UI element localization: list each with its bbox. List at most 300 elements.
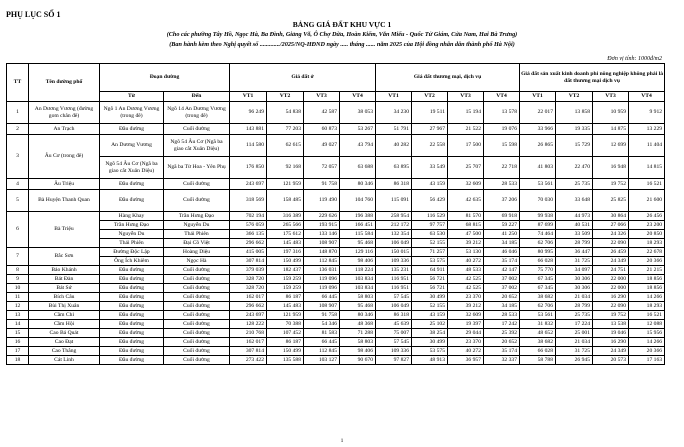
price-cell: 34 185 [484,302,520,311]
table-row [7,266,665,275]
header-vt: VT4 [629,92,665,102]
price-cell: 307 814 [230,347,267,356]
table-row [7,329,665,338]
price-cell: 14 815 [629,157,665,179]
price-cell: 46 046 [484,248,520,257]
header-vt: VT3 [448,92,484,102]
price-cell: 13 578 [484,102,520,124]
segment-from: Đầu đường [100,190,164,212]
price-cell: 62 615 [267,135,304,157]
price-cell: 62 706 [520,239,556,248]
row-number: 17 [7,347,29,356]
header-vt: VT4 [484,92,520,102]
price-cell: 143 881 [230,124,267,135]
price-cell: 12 699 [593,135,629,157]
price-cell: 108 907 [304,239,340,248]
price-cell: 10 959 [593,102,629,124]
price-cell: 103 834 [340,284,376,293]
price-cell: 197 316 [267,248,304,257]
segment-to: Cuối đường [164,190,230,212]
price-cell: 56 721 [412,275,448,284]
segment-from: Thái Phiên [100,239,164,248]
table-row [7,320,665,329]
price-cell: 80 346 [340,311,376,320]
table-row [7,356,665,365]
document-title: BẢNG GIÁ ĐẤT KHU VỰC 1 [292,20,392,29]
row-number: 11 [7,293,29,302]
street-name: Bà Triệu [29,212,100,248]
price-cell: 56 721 [412,284,448,293]
price-cell: 68 815 [448,221,484,230]
price-cell: 22 090 [593,302,629,311]
price-cell: 53 561 [520,311,556,320]
price-cell: 107 452 [267,329,304,338]
price-cell: 52 155 [412,239,448,248]
table-row [7,135,665,157]
price-cell: 54 838 [267,102,304,124]
price-cell: 19 752 [593,311,629,320]
price-cell: 70 388 [267,320,304,329]
price-cell: 86 187 [267,338,304,347]
price-cell: 229 626 [304,212,340,221]
price-cell: 116 951 [376,284,412,293]
price-cell: 13 858 [556,102,593,124]
price-cell: 30 306 [556,275,593,284]
price-cell: 25 735 [556,311,593,320]
price-cell: 81 570 [448,212,484,221]
price-cell: 21 600 [629,190,665,212]
price-cell: 26 945 [556,356,593,365]
row-number: 12 [7,302,29,311]
price-cell: 159 259 [267,275,304,284]
price-cell: 30 499 [412,293,448,302]
price-cell: 71 288 [340,329,376,338]
price-cell: 576 059 [230,221,267,230]
price-cell: 16 521 [629,311,665,320]
row-number: 18 [7,356,29,365]
price-cell: 307 814 [230,257,267,266]
price-cell: 166 451 [340,221,376,230]
header-vt: VT1 [230,92,267,102]
price-cell: 30 306 [556,284,593,293]
segment-to: Hoàng Diệu [164,248,230,257]
row-number: 15 [7,329,29,338]
segment-from: Nguyễn Du [100,230,164,239]
price-cell: 19 076 [484,124,520,135]
price-cell: 42 147 [484,266,520,275]
price-cell: 175 612 [267,230,304,239]
price-cell: 32 609 [448,311,484,320]
price-cell: 18 856 [629,275,665,284]
price-cell: 193 915 [304,221,340,230]
price-cell: 77 203 [267,124,304,135]
price-cell: 150 499 [267,347,304,356]
price-cell: 64 911 [412,266,448,275]
table-row [7,221,665,230]
price-cell: 42 525 [448,275,484,284]
segment-to: Cuối đường [164,338,230,347]
price-cell: 18 293 [629,302,665,311]
price-cell: 116 529 [412,212,448,221]
price-cell: 96 249 [230,102,267,124]
price-cell: 112 845 [304,347,340,356]
price-cell: 11 404 [629,135,665,157]
row-number: 6 [7,212,29,248]
price-cell: 32 337 [484,356,520,365]
price-cell: 48 652 [520,329,556,338]
price-cell: 38 053 [340,102,376,124]
header-vt: VT2 [556,92,593,102]
price-cell: 34 185 [484,239,520,248]
price-cell: 104 760 [340,190,376,212]
price-cell: 21 034 [556,338,593,347]
price-cell: 48 533 [448,266,484,275]
segment-to: Ngõ 54 Âu Cơ (Ngã ba giao cắt Xuân Diệu) [164,135,230,157]
price-cell: 258 954 [376,212,412,221]
price-cell: 54 346 [304,320,340,329]
price-cell: 19 397 [448,320,484,329]
header-to: Đến [164,92,230,102]
segment-from: An Dương Vương [100,135,164,157]
price-cell: 92 168 [267,157,304,179]
price-cell: 67 345 [520,275,556,284]
price-cell: 28 799 [556,239,593,248]
price-cell: 24 349 [593,347,629,356]
price-cell: 80 346 [340,179,376,190]
price-cell: 24 326 [593,230,629,239]
price-cell: 29 044 [448,329,484,338]
header-vt: VT2 [267,92,304,102]
price-cell: 158 485 [267,190,304,212]
price-cell: 75 007 [376,329,412,338]
segment-from: Đầu đường [100,356,164,365]
street-name: Cầm Chỉ [29,311,100,320]
segment-from: Đầu đường [100,320,164,329]
price-cell: 38 682 [520,338,556,347]
table-row [7,212,665,221]
price-cell: 159 259 [267,284,304,293]
street-name: Cao Đạt [29,338,100,347]
price-cell: 53 267 [340,124,376,135]
price-cell: 15 194 [448,102,484,124]
price-cell: 12 088 [629,320,665,329]
table-row [7,257,665,266]
price-cell: 35 174 [484,347,520,356]
price-cell: 34 230 [376,102,412,124]
street-name: An Dương Vương (đường gom chân đê) [29,102,100,124]
price-cell: 114 580 [230,135,267,157]
price-cell: 316 389 [267,212,304,221]
price-cell: 57 545 [376,338,412,347]
table-row [7,275,665,284]
price-cell: 119 490 [304,190,340,212]
price-cell: 32 609 [448,179,484,190]
price-cell: 162 017 [230,293,267,302]
price-cell: 87 699 [520,221,556,230]
price-cell: 97 827 [376,356,412,365]
header-vt: VT2 [412,92,448,102]
price-cell: 43 794 [340,135,376,157]
price-cell: 20 366 [629,257,665,266]
land-price-table [6,63,665,365]
page-number: 1 [340,438,344,444]
price-cell: 25 001 [556,329,593,338]
price-cell: 33 509 [556,230,593,239]
price-cell: 18 293 [629,239,665,248]
price-cell: 90 670 [340,356,376,365]
price-cell: 16 521 [629,179,665,190]
segment-to: Cuối đường [164,320,230,329]
header-vt: VT1 [520,92,556,102]
price-cell: 128 222 [230,320,267,329]
price-cell: 44 973 [556,212,593,221]
price-cell: 17 242 [484,320,520,329]
price-cell: 415 005 [230,248,267,257]
header-vt: VT4 [340,92,376,102]
header-vt: VT3 [304,92,340,102]
price-cell: 21 034 [556,293,593,302]
price-cell: 26 456 [629,212,665,221]
price-cell: 52 155 [412,302,448,311]
price-cell: 38 682 [520,293,556,302]
table-row [7,248,665,257]
header-vt: VT3 [593,92,629,102]
price-cell: 27 967 [412,124,448,135]
price-cell: 273 422 [230,356,267,365]
segment-to: Cuối đường [164,293,230,302]
price-cell: 86 187 [267,293,304,302]
price-cell: 57 545 [376,293,412,302]
price-cell: 21 215 [629,266,665,275]
price-cell: 99 938 [520,212,556,221]
price-cell: 148 870 [304,248,340,257]
segment-from: Đầu đường [100,338,164,347]
segment-from: Hàng Khay [100,212,164,221]
table-row [7,190,665,212]
document-subtitle: (Cho các phường Tây Hồ, Ngọc Hà, Ba Đình, Giảng Võ, Ô Chợ Dừa, Hoàn Kiếm, Văn Miếu - Quốc Tử Giám, Cửa Nam, Hai Bà Trưng) [166,31,518,38]
segment-from: Đầu đường [100,266,164,275]
segment-to: Ngọc Hà [164,257,230,266]
row-number: 13 [7,311,29,320]
price-cell: 265 566 [267,221,304,230]
price-cell: 23 370 [448,338,484,347]
price-cell: 16 290 [593,338,629,347]
segment-to: Cuối đường [164,275,230,284]
price-cell: 40 272 [448,347,484,356]
price-cell: 20 850 [629,230,665,239]
price-cell: 31 832 [520,320,556,329]
price-cell: 106 049 [376,302,412,311]
price-cell: 116 951 [376,275,412,284]
price-cell: 75 770 [520,266,556,275]
header-production: Giá đất sản xuất kinh doanh phi nông nghiệp không phải là đất thương mại dịch vụ [520,64,665,92]
price-cell: 33 648 [556,190,593,212]
price-cell: 66 445 [304,338,340,347]
price-cell: 26 459 [593,248,629,257]
price-cell: 53 575 [412,347,448,356]
header-street: Tên đường phố [29,64,100,102]
price-cell: 21 522 [448,124,484,135]
price-cell: 22 000 [593,275,629,284]
price-cell: 23 370 [448,293,484,302]
row-number: 7 [7,248,29,266]
price-cell: 86 318 [376,179,412,190]
price-cell: 30 864 [593,212,629,221]
issuance-note: (Ban hành kèm theo Nghị quyết số ............./2025/NQ-HĐND ngày ..... tháng ...... năm 2025 của Hội đồng nhân dân thành phố Hà Nội) [169,41,515,48]
price-cell: 18 856 [629,284,665,293]
price-cell: 62 706 [520,302,556,311]
price-cell: 98 406 [340,347,376,356]
table-row [7,293,665,302]
price-cell: 14 266 [629,293,665,302]
segment-to: Đại Cồ Việt [164,239,230,248]
price-cell: 22 470 [556,157,593,179]
price-cell: 36 957 [448,356,484,365]
street-name: Bát Đàn [29,275,100,284]
price-cell: 13 538 [593,320,629,329]
segment-to: Cuối đường [164,284,230,293]
price-cell: 182 437 [267,266,304,275]
price-cell: 67 345 [520,284,556,293]
price-cell: 119 096 [304,275,340,284]
price-cell: 196 388 [340,212,376,221]
table-row [7,302,665,311]
segment-from: Đầu đường [100,124,164,135]
street-name: Cát Linh [29,356,100,365]
price-cell: 63 895 [376,157,412,179]
price-cell: 48 913 [412,356,448,365]
price-cell: 20 652 [484,338,520,347]
price-cell: 91 758 [304,311,340,320]
price-cell: 115 091 [376,190,412,212]
price-cell: 16 948 [593,157,629,179]
price-cell: 25 707 [448,157,484,179]
segment-to: Cuối đường [164,179,230,190]
price-cell: 81 583 [304,329,340,338]
price-cell: 37 002 [484,275,520,284]
price-cell: 20 652 [484,293,520,302]
price-cell: 132 354 [376,230,412,239]
price-cell: 43 159 [412,311,448,320]
row-number: 1 [7,102,29,124]
street-name: Cao Thắng [29,347,100,356]
segment-from: Đầu đường [100,275,164,284]
price-cell: 53 130 [448,248,484,257]
price-cell: 41 250 [484,230,520,239]
price-cell: 42 587 [304,102,340,124]
street-name: An Trạch [29,124,100,135]
price-cell: 135 588 [267,356,304,365]
price-cell: 63 688 [340,157,376,179]
price-cell: 121 959 [267,311,304,320]
price-cell: 24 349 [593,257,629,266]
price-cell: 121 959 [267,179,304,190]
price-cell: 103 127 [304,356,340,365]
price-cell: 33 966 [520,124,556,135]
price-cell: 176 850 [230,157,267,179]
price-cell: 20 366 [629,347,665,356]
price-cell: 27 066 [593,221,629,230]
unit-note: Đơn vị tính: 1000đ/m2 [607,56,662,62]
price-cell: 109 336 [376,257,412,266]
table-row [7,179,665,190]
price-cell: 162 017 [230,338,267,347]
price-cell: 58 803 [340,338,376,347]
price-cell: 17 500 [448,135,484,157]
segment-from: Đầu đường [100,329,164,338]
price-cell: 212 172 [376,221,412,230]
price-cell: 97 757 [412,221,448,230]
header-vt: VT1 [376,92,412,102]
price-cell: 150 499 [267,257,304,266]
street-name: Bảo Khánh [29,266,100,275]
price-cell: 296 662 [230,239,267,248]
segment-from: Đầu đường [100,302,164,311]
table-row [7,311,665,320]
price-cell: 702 194 [230,212,267,221]
price-cell: 53 575 [412,257,448,266]
price-cell: 19 046 [593,329,629,338]
price-cell: 24 751 [593,266,629,275]
price-cell: 328 720 [230,275,267,284]
street-name: Bắc Sơn [29,248,100,266]
segment-to: Nguyễn Du [164,221,230,230]
segment-to: Ngõ 14 An Dương Vương (trong đê) [164,102,230,124]
price-cell: 17 163 [629,356,665,365]
price-cell: 91 758 [304,179,340,190]
price-cell: 71 257 [412,248,448,257]
price-cell: 58 803 [340,293,376,302]
price-cell: 14 875 [593,124,629,135]
price-cell: 296 662 [230,302,267,311]
price-cell: 66 028 [520,257,556,266]
price-cell: 145 483 [267,239,304,248]
price-cell: 23 200 [629,221,665,230]
price-cell: 243 697 [230,179,267,190]
price-cell: 25 735 [556,179,593,190]
price-cell: 19 335 [556,124,593,135]
price-cell: 36 447 [556,248,593,257]
price-cell: 145 483 [267,302,304,311]
row-number: 4 [7,179,29,190]
price-cell: 74 464 [520,230,556,239]
price-cell: 33 549 [412,157,448,179]
header-residential: Giá đất ở [230,64,376,92]
price-cell: 25 825 [593,190,629,212]
price-cell: 45 639 [376,320,412,329]
price-cell: 28 533 [484,179,520,190]
price-cell: 40 282 [376,135,412,157]
price-cell: 106 049 [376,239,412,248]
price-cell: 150 015 [376,248,412,257]
table-row [7,347,665,356]
price-cell: 41 803 [520,157,556,179]
price-cell: 136 031 [304,266,340,275]
row-number: 9 [7,275,29,284]
price-cell: 42 635 [448,190,484,212]
segment-to: Cuối đường [164,124,230,135]
price-cell: 28 799 [556,302,593,311]
segment-to: Cuối đường [164,311,230,320]
price-cell: 69 918 [484,212,520,221]
segment-from: Đầu đường [100,293,164,302]
street-name: Cầm Hội [29,320,100,329]
price-cell: 34 097 [556,266,593,275]
segment-from: Ông Ích Khiêm [100,257,164,266]
price-cell: 22 000 [593,284,629,293]
price-cell: 13 229 [629,124,665,135]
price-cell: 48 368 [340,320,376,329]
